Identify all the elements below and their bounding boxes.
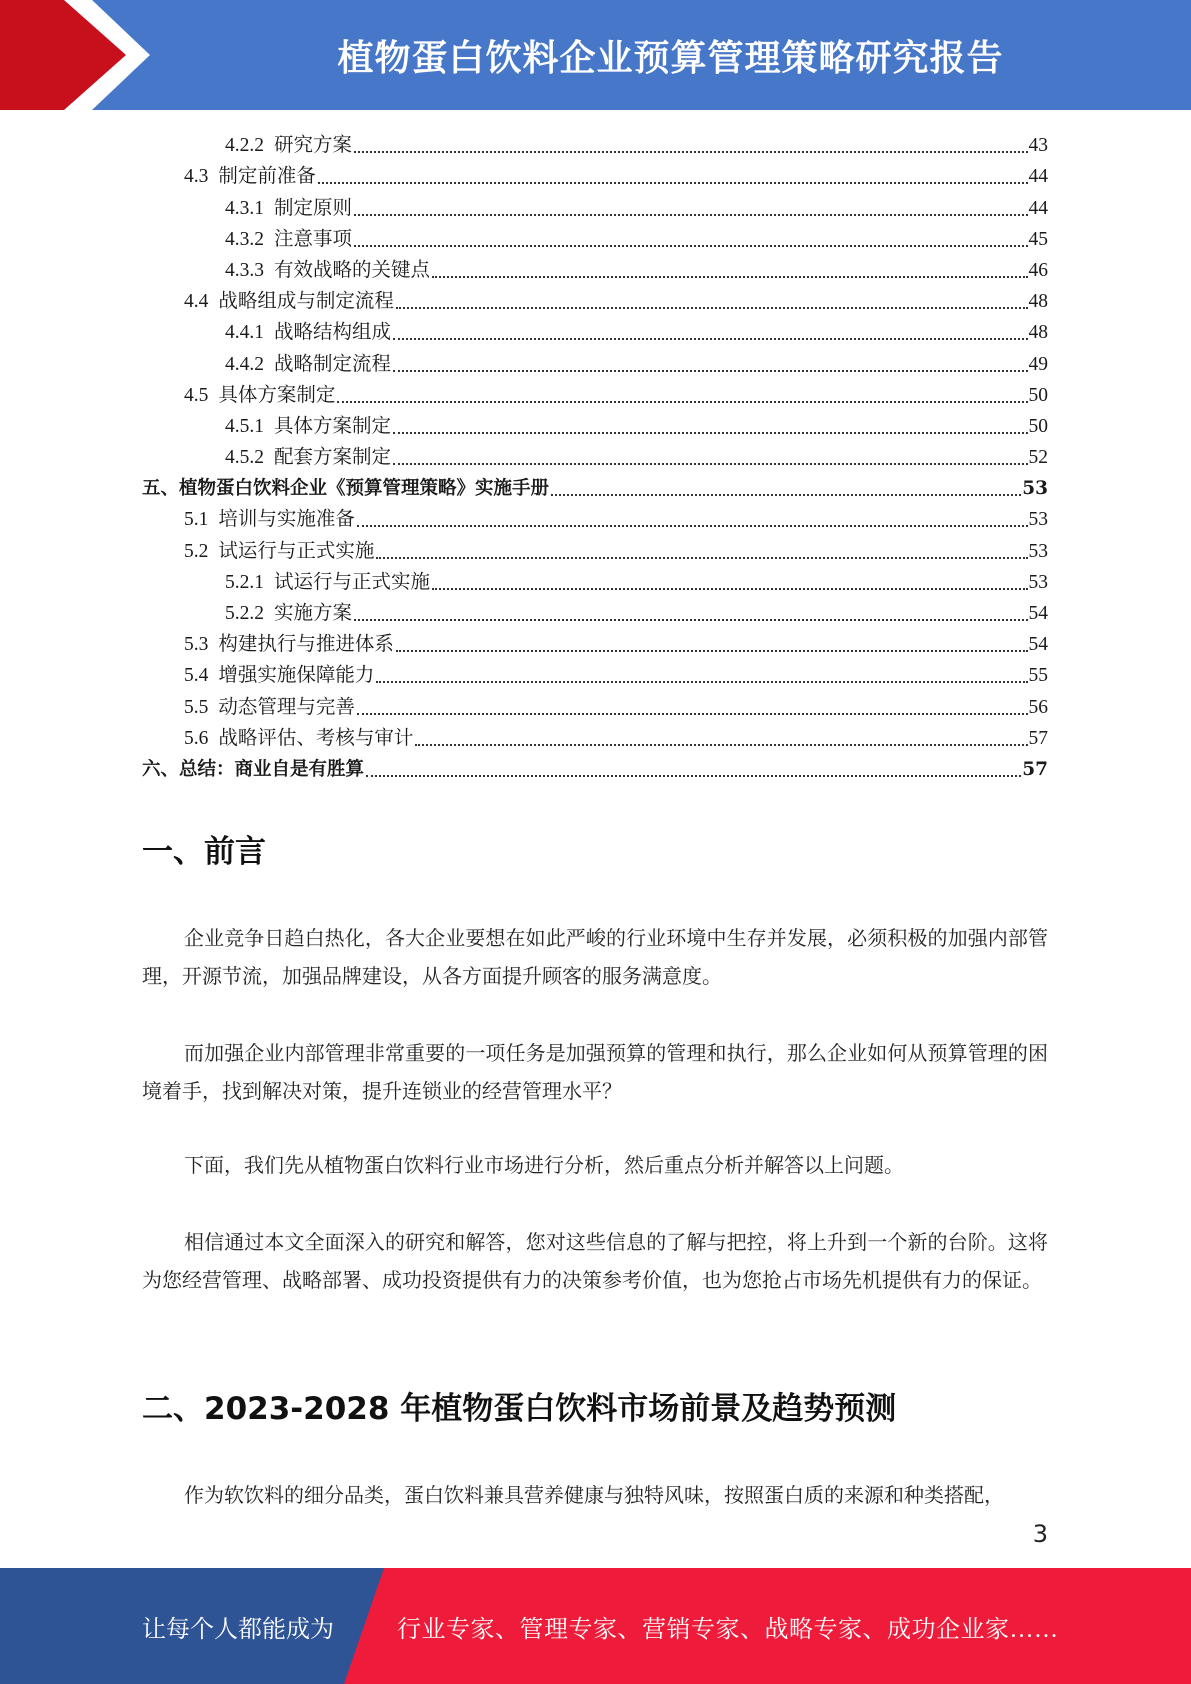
- toc-entry-page: 46: [1028, 259, 1048, 281]
- toc-entry-number: 5.2: [184, 540, 209, 562]
- toc-entry-title: 试运行与正式实施: [274, 571, 431, 593]
- preface-paragraph: 企业竞争日趋白热化，各大企业要想在如此严峻的行业环境中生存并发展，必须积极的加强内部管理，开源节流，加强品牌建设，从各方面提升顾客的服务满意度。: [142, 928, 1048, 988]
- toc-entry-number: 4.3.3: [225, 259, 264, 281]
- toc-dot-leader: [393, 370, 1027, 372]
- toc-entry-number: 4.4: [184, 291, 209, 313]
- toc-entry-number: 5.2.1: [225, 571, 264, 593]
- toc-entry[interactable]: [142, 532, 1048, 563]
- toc-entry[interactable]: [142, 189, 1048, 220]
- toc-entry-page: 53: [1028, 571, 1048, 593]
- toc-entry-title: 战略评估、考核与审计: [218, 727, 414, 749]
- toc-entry[interactable]: [142, 720, 1048, 751]
- toc-entry-page: 53: [1028, 509, 1048, 531]
- toc-dot-leader: [354, 214, 1027, 216]
- toc-entry-title: 研究方案: [274, 135, 353, 157]
- table-of-contents: [142, 127, 1048, 782]
- toc-entry-number: 4.5: [184, 384, 209, 406]
- toc-entry[interactable]: [142, 314, 1048, 345]
- market-paragraph: 作为软饮料的细分品类，蛋白饮料兼具营养健康与独特风味，按照蛋白质的来源和种类搭配，: [184, 1485, 1004, 1507]
- toc-entry-page: 45: [1028, 228, 1048, 250]
- toc-dot-leader: [337, 401, 1027, 403]
- toc-entry[interactable]: [142, 377, 1048, 408]
- toc-entry[interactable]: [142, 283, 1048, 314]
- toc-entry-page: 44: [1028, 197, 1048, 219]
- toc-entry-title: 试运行与正式实施: [218, 540, 375, 562]
- toc-entry-page: 56: [1028, 696, 1048, 718]
- toc-entry-page: 43: [1028, 135, 1048, 157]
- toc-entry-page: 55: [1028, 665, 1048, 687]
- toc-entry-page: 48: [1028, 291, 1048, 313]
- toc-entry-number: 4.3: [184, 166, 209, 188]
- toc-entry-number: 5.2.2: [225, 603, 264, 624]
- report-title: 植物蛋白饮料企业预算管理策略研究报告: [337, 37, 1004, 79]
- toc-dot-leader: [432, 276, 1027, 278]
- toc-entry-title: 培训与实施准备: [218, 509, 355, 531]
- toc-entry-page: 44: [1028, 166, 1048, 188]
- toc-entry-number: 5.6: [184, 727, 209, 749]
- toc-dot-leader: [396, 650, 1028, 652]
- toc-entry[interactable]: [142, 252, 1048, 283]
- toc-entry[interactable]: [142, 345, 1048, 376]
- page-footer: [0, 1568, 1191, 1684]
- toc-entry-number: 4.4.1: [225, 322, 264, 344]
- toc-dot-leader: [357, 525, 1028, 527]
- toc-entry-title: 战略组成与制定流程: [218, 291, 394, 313]
- toc-entry-page: 50: [1028, 415, 1048, 437]
- preface-paragraph: 下面，我们先从植物蛋白饮料行业市场进行分析，然后重点分析并解答以上问题。: [184, 1155, 904, 1177]
- footer-slogan-left: 让每个人都能成为: [142, 1616, 334, 1643]
- toc-entry[interactable]: [142, 564, 1048, 595]
- toc-dot-leader: [354, 245, 1027, 247]
- toc-entry[interactable]: [142, 408, 1048, 439]
- toc-entry-number: 5.3: [184, 634, 209, 656]
- toc-dot-leader: [357, 713, 1028, 715]
- toc-dot-leader: [318, 182, 1028, 184]
- toc-dot-leader: [415, 744, 1027, 746]
- toc-entry-number: 5.1: [184, 509, 209, 531]
- toc-entry-page: 57: [1028, 727, 1048, 749]
- toc-entry-page: 48: [1028, 322, 1048, 344]
- toc-entry[interactable]: [142, 657, 1048, 688]
- toc-dot-leader: [432, 588, 1027, 590]
- toc-dot-leader: [393, 432, 1027, 434]
- toc-dot-leader: [393, 463, 1027, 465]
- toc-entry-title: 配套方案制定: [274, 447, 392, 469]
- toc-entry-number: 4.5.2: [225, 447, 264, 469]
- toc-entry[interactable]: [142, 501, 1048, 532]
- preface-paragraph: 相信通过本文全面深入的研究和解答，您对这些信息的了解与把控，将上升到一个新的台阶。这将为您经营管理、战略部署、成功投资提供有力的决策参考价值，也为您抢占市场先机提供有力的保证。: [142, 1232, 1048, 1292]
- toc-dot-leader: [551, 494, 1021, 496]
- toc-entry-number: 4.2.2: [225, 135, 264, 157]
- toc-entry-title: 注意事项: [274, 228, 353, 250]
- toc-entry-title: 实施方案: [274, 603, 353, 624]
- toc-entry[interactable]: [142, 439, 1048, 470]
- toc-entry[interactable]: [142, 595, 1048, 626]
- toc-entry[interactable]: [142, 688, 1048, 719]
- preface-paragraph: 而加强企业内部管理非常重要的一项任务是加强预算的管理和执行，那么企业如何从预算管理的困境着手，找到解决对策，提升连锁业的经营管理水平？: [142, 1043, 1048, 1103]
- toc-entry-number: 5.5: [184, 696, 209, 718]
- section-heading-market-forecast: 二、2023-2028 年植物蛋白饮料市场前景及趋势预测: [142, 1391, 897, 1427]
- toc-dot-leader: [354, 151, 1027, 153]
- toc-entry-page: 53: [1028, 540, 1048, 562]
- toc-dot-leader: [354, 619, 1027, 621]
- toc-entry-number: 4.3.1: [225, 197, 264, 219]
- toc-entry[interactable]: [142, 158, 1048, 189]
- toc-dot-leader: [396, 307, 1028, 309]
- toc-entry-page: 49: [1028, 353, 1048, 375]
- toc-entry-page: 57: [1022, 758, 1048, 780]
- toc-entry-title: 制定原则: [274, 197, 353, 219]
- toc-dot-leader: [376, 681, 1027, 683]
- toc-entry-page: 54: [1028, 634, 1048, 656]
- toc-entry-page: 52: [1028, 447, 1048, 469]
- toc-entry-title: 增强实施保障能力: [218, 665, 375, 687]
- toc-entry-title: 战略制定流程: [274, 353, 392, 375]
- section-heading-preface: 一、前言: [142, 834, 266, 870]
- toc-entry-page: 54: [1028, 603, 1048, 624]
- toc-entry-title: 五、植物蛋白饮料企业《预算管理策略》实施手册: [142, 478, 550, 500]
- toc-entry-page: 53: [1022, 478, 1048, 500]
- toc-entry-page: 50: [1028, 384, 1048, 406]
- toc-dot-leader: [366, 775, 1021, 777]
- page-header: [0, 0, 1191, 110]
- toc-entry-number: 4.5.1: [225, 415, 264, 437]
- toc-entry[interactable]: [142, 751, 1048, 782]
- toc-entry[interactable]: [142, 221, 1048, 252]
- toc-entry[interactable]: [142, 470, 1048, 501]
- toc-dot-leader: [376, 557, 1027, 559]
- toc-entry-title: 具体方案制定: [218, 384, 336, 406]
- toc-entry[interactable]: [142, 626, 1048, 657]
- toc-entry-number: 4.3.2: [225, 228, 264, 250]
- toc-entry-title: 构建执行与推进体系: [218, 634, 394, 656]
- toc-entry-number: 4.4.2: [225, 353, 264, 375]
- footer-slogan-right: 行业专家、管理专家、营销专家、战略专家、成功企业家……: [397, 1616, 1059, 1643]
- page-number: 3: [1032, 1520, 1048, 1548]
- toc-entry-title: 六、总结：商业自是有胜算: [142, 758, 365, 780]
- toc-entry-title: 有效战略的关键点: [274, 259, 431, 281]
- toc-entry-title: 动态管理与完善: [218, 696, 355, 718]
- toc-entry-title: 制定前准备: [218, 166, 316, 188]
- toc-entry[interactable]: [142, 127, 1048, 158]
- toc-dot-leader: [393, 338, 1027, 340]
- toc-entry-title: 战略结构组成: [274, 322, 392, 344]
- toc-entry-number: 5.4: [184, 665, 209, 687]
- toc-entry-title: 具体方案制定: [274, 415, 392, 437]
